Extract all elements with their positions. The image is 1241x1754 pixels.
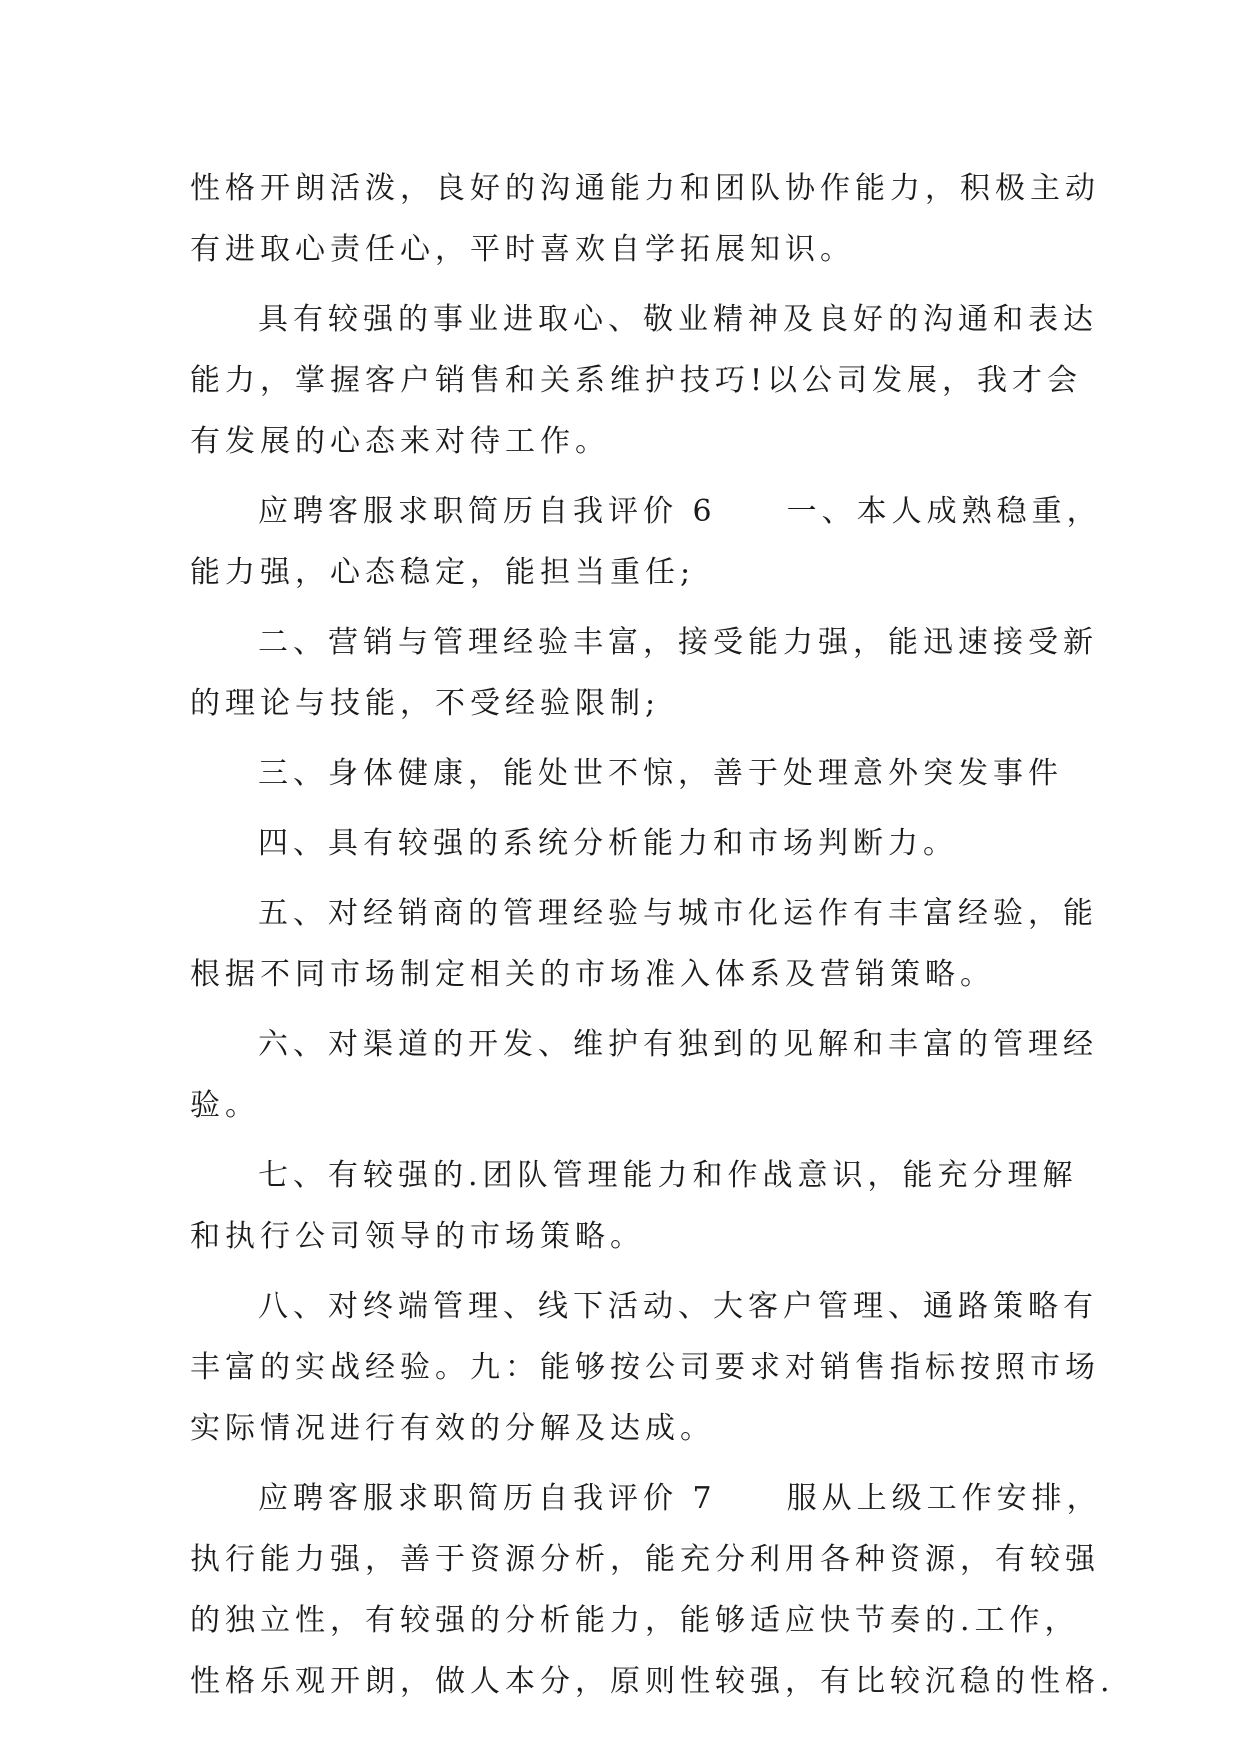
paragraph-line: 能力强，心态稳定，能担当重任; [190,555,696,590]
paragraph-first-line: 六、对渠道的开发、维护有独到的见解和丰富的管理经 [258,1027,1098,1062]
paragraph-gap [190,874,1060,883]
document-body [190,158,1115,1712]
paragraph-first-line: 五、对经销商的管理经验与城市化运作有丰富经验，能 [258,896,1098,931]
paragraph-line: 和执行公司领导的市场策略。 [190,1219,645,1254]
paragraph-first-line: 应聘客服求职简历自我评价 7 服从上级工作安排， [258,1481,1102,1516]
paragraph-first-line: 二、营销与管理经验丰富，接受能力强，能迅速接受新 [258,625,1098,660]
paragraph-line: 丰富的实战经验。九：能够按公司要求对销售指标按照市场 [190,1350,1100,1385]
paragraph-gap [190,280,1060,289]
paragraph-line: 性格开朗活泼，良好的沟通能力和团队协作能力，积极主动 [190,171,1100,206]
paragraph-gap [190,734,1060,743]
paragraph-first-line: 三、身体健康，能处世不惊，善于处理意外突发事件 [258,756,1063,791]
paragraph-gap [190,472,1060,481]
paragraph-gap [190,1267,1060,1276]
paragraph-line: 的独立性，有较强的分析能力，能够适应快节奏的.工作， [190,1603,1080,1638]
paragraph-gap [190,1136,1060,1145]
paragraph-line: 实际情况进行有效的分解及达成。 [190,1411,715,1446]
paragraph-line: 性格乐观开朗，做人本分，原则性较强，有比较沉稳的性格. [190,1664,1115,1699]
paragraph-first-line: 具有较强的事业进取心、敬业精神及良好的沟通和表达 [258,302,1098,337]
paragraph-gap [190,603,1060,612]
paragraph-line: 能力，掌握客户销售和关系维护技巧!以公司发展，我才会 [190,363,1083,398]
paragraph-line: 执行能力强，善于资源分析，能充分利用各种资源，有较强 [190,1542,1100,1577]
paragraph-first-line: 八、对终端管理、线下活动、大客户管理、通路策略有 [258,1289,1098,1324]
paragraph-line: 有进取心责任心，平时喜欢自学拓展知识。 [190,232,855,267]
paragraph-first-line: 七、有较强的.团队管理能力和作战意识，能充分理解 [258,1158,1078,1193]
paragraph-first-line: 四、具有较强的系统分析能力和市场判断力。 [258,826,958,861]
paragraph-gap [190,804,1060,813]
paragraph-gap [190,1459,1060,1468]
paragraph-gap [190,1005,1060,1014]
paragraph-line: 验。 [190,1088,260,1123]
paragraph-line: 有发展的心态来对待工作。 [190,424,610,459]
paragraph-line: 的理论与技能，不受经验限制; [190,686,661,721]
paragraph-line: 根据不同市场制定相关的市场准入体系及营销策略。 [190,957,995,992]
paragraph-first-line: 应聘客服求职简历自我评价 6 一、本人成熟稳重， [258,494,1102,529]
